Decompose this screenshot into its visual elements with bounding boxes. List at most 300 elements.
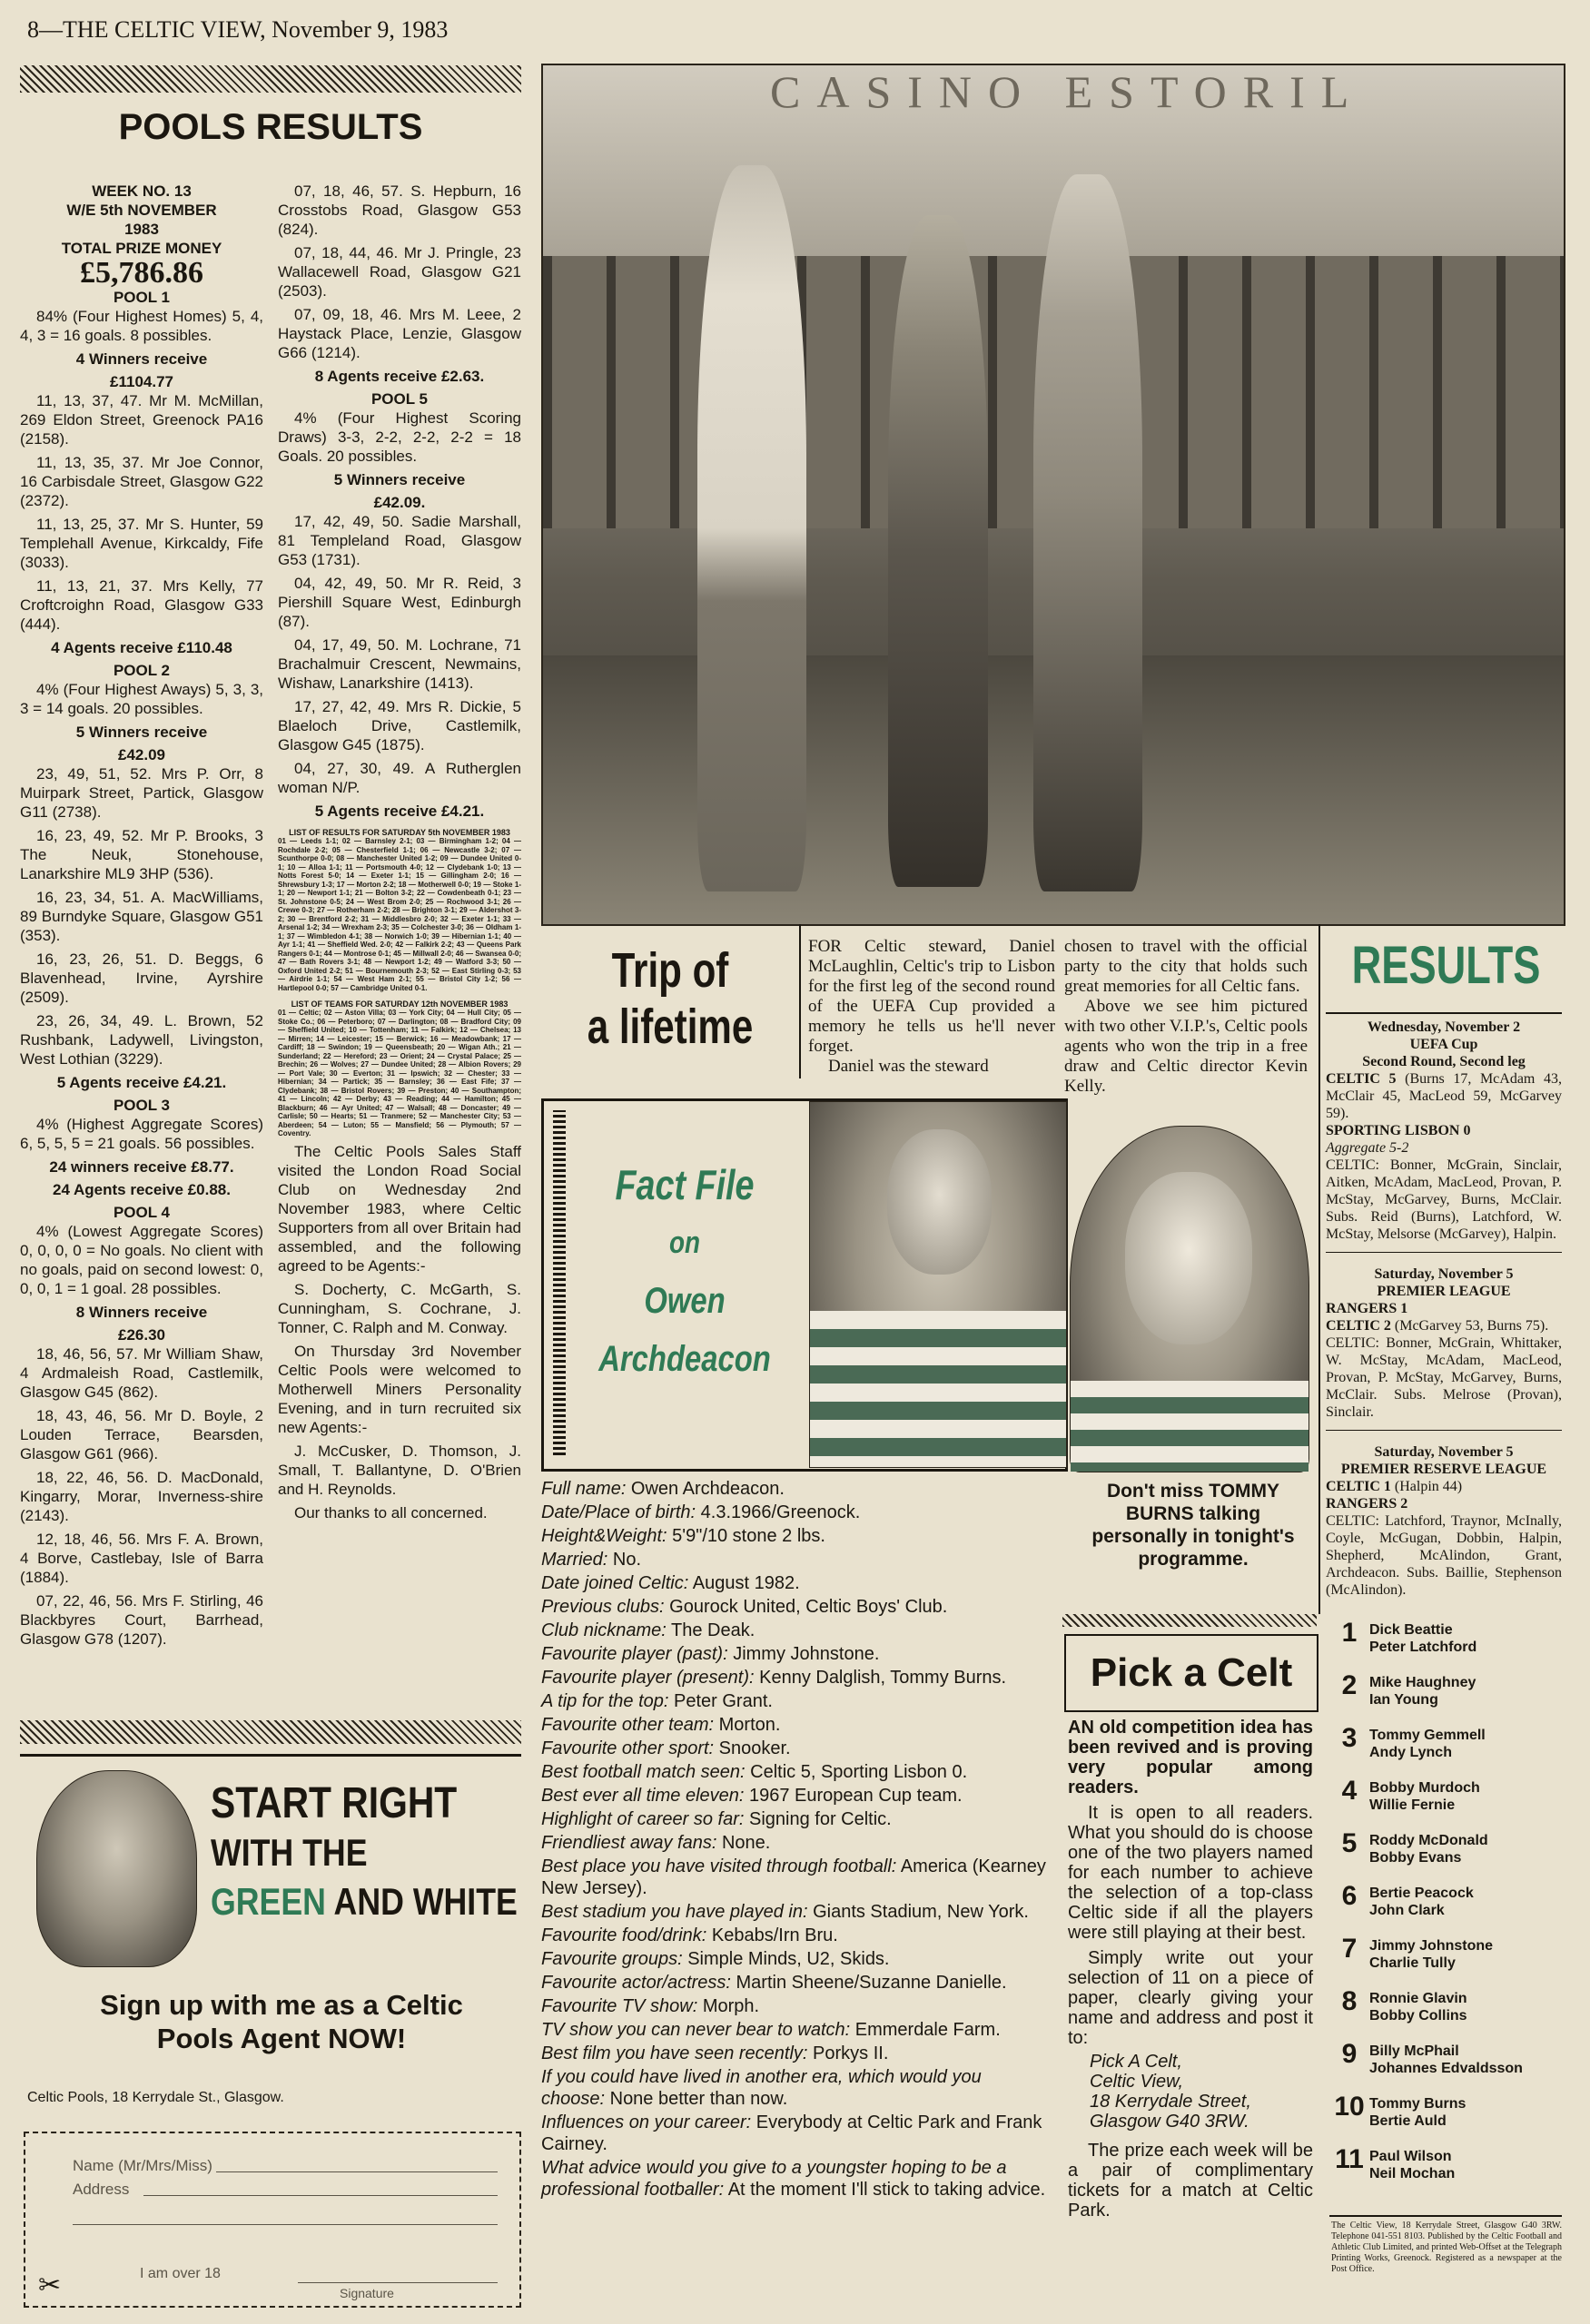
result-line	[1326, 1512, 1562, 1599]
trip-title-box	[541, 924, 801, 1078]
pick-number: 8	[1341, 1986, 1358, 2016]
fact-row	[541, 1995, 1050, 2017]
pick-lead: AN old competition idea has been revived and is proving very popular among readers.	[1068, 1718, 1313, 1797]
ad-line3b: AND WHITE	[333, 1880, 518, 1923]
person-2	[888, 215, 988, 887]
pools-col2_tail-entry: On Thursday 3rd November Celtic Pools were welcomed to Motherwell Miners Personality Evening, and in turn recruited six new Agents:-	[278, 1342, 521, 1436]
fact-value: Peter Grant.	[668, 1691, 773, 1711]
pick-player-a: Tommy Burns	[1369, 2096, 1467, 2112]
result-detail: Aggregate 5-2	[1326, 1140, 1409, 1156]
casino-estoril-photo	[541, 64, 1565, 926]
imprint: The Celtic View, 18 Kerrydale Street, Glasgow G40 3RW. Telephone 041-551 8103. Published by the Celtic Football and Athletic Club Limited, and printed Web-Offset at the Telegraph Printing Works, Greenock. Registered as a newspaper at the Post Office.	[1331, 2221, 1562, 2274]
fact-key: Best film you have seen recently:	[541, 2043, 808, 2063]
fact-row	[541, 1478, 1050, 1500]
pick-addr1: Pick A Celt,	[1090, 2052, 1182, 2072]
fact-file-box	[541, 1098, 1068, 1472]
pools-col2-entry: 04, 27, 30, 49. A Rutherglen woman N/P.	[278, 760, 521, 796]
fact-value: Emmerdale Farm.	[850, 2020, 1001, 2040]
fact-key: Friendliest away fans:	[541, 1833, 717, 1853]
fact-value: Owen Archdeacon.	[626, 1479, 785, 1499]
pick-row	[1329, 2144, 1562, 2197]
pick-player-a: Dick Beattie	[1369, 1622, 1453, 1638]
pick-number: 11	[1335, 2144, 1364, 2174]
result-line	[1326, 1300, 1562, 1317]
fact-row	[541, 2019, 1050, 2041]
fact-key: Favourite other team:	[541, 1715, 715, 1735]
pick-row	[1329, 1986, 1562, 2039]
pick-row	[1329, 1670, 1562, 1723]
fact-row	[541, 1643, 1050, 1665]
pools-col1-entry: 11, 13, 37, 47. Mr M. McMillan, 269 Eldon Street, Greenock PA16 (2158).	[20, 392, 263, 448]
pick-player-b: Peter Latchford	[1369, 1640, 1477, 1655]
pick-names	[1369, 2092, 1466, 2130]
result-date: Saturday, November 5	[1374, 1444, 1514, 1460]
pick-player-b: Bobby Evans	[1369, 1850, 1462, 1866]
imprint-rule	[1329, 2215, 1562, 2217]
fact-key: TV show you can never bear to watch:	[541, 2020, 851, 2040]
pools-col1-entry: 16, 23, 26, 51. D. Beggs, 6 Blavenhead, Irvine, Ayrshire (2509).	[20, 950, 263, 1006]
fact-key: If you could have lived in another era, which would you choose:	[541, 2067, 982, 2109]
fact-value: Porkys II.	[807, 2043, 889, 2063]
pools-col2-entry: 07, 18, 46, 57. S. Hepburn, 16 Crosstobs Road, Glasgow G53 (824).	[278, 182, 521, 238]
pools-col2-heading: £42.09.	[373, 494, 426, 511]
pick-p1: It is open to all readers. What you should do is choose one of the two players named for each number to achieve the selection of a top-class Celtic side if all the players were still playing at their best.	[1068, 1803, 1313, 1943]
fact-key: Influences on your career:	[541, 2112, 752, 2132]
fact-row	[541, 1667, 1050, 1689]
fact-row	[541, 1572, 1050, 1594]
pick-row	[1329, 1776, 1562, 1828]
pick-addr4: Glasgow G40 3RW.	[1090, 2112, 1249, 2132]
pick-player-a: Bobby Murdoch	[1369, 1780, 1480, 1796]
fact-value: Giants Stadium, New York.	[807, 1902, 1029, 1922]
pick-row	[1329, 1828, 1562, 1881]
pick-player-a: Roddy McDonald	[1369, 1833, 1488, 1848]
ad-rule	[20, 1754, 521, 1757]
fact-key: Height&Weight:	[541, 1526, 667, 1546]
results-list: 01 — Leeds 1-1; 02 — Barnsley 2-1; 03 — Birmingham 1-2; 04 — Rochdale 2-2; 05 — Chesterfield 1-1; 06 — Newcastle 3-2; 07 — Scunthorpe 0-0; 08 — Manchester United 1-2; 09 — Dundee United 0-1; 10 — Alloa 1-1; 11 — Portsmouth 4-0; 12 — Clydebank 1-0; 13 — Notts Forest 5-0; 14 — Exeter 1-1; 15 — Gillingham 2-0; 16 — Shrewsbury 1-3; 17 — Morton 2-2; 18 — Motherwell 0-0; 19 — Stoke 1-1; 20 — Newport 1-1; 21 — Bolton 3-2; 22 — Cowdenbeath 0-1; 23 — St. Johnstone 0-5; 24 — West Brom 2-0; 25 — Rochwood 3-1; 26 — Crewe 0-3; 27 — Rotherham 2-2; 28 — Brighton 3-1; 29 — Aldershot 3-2; 30 — Brentford 2-2; 31 — Middlesbro 2-0; 32 — Exeter 1-1; 33 — Arsenal 1-2; 34 — Wrexham 2-3; 35 — Colchester 3-0; 36 — Oldham 1-1; 37 — Wimbledon 4-1; 38 — Norwich 1-0; 39 — Hibernian 1-1; 40 — Ayr 1-1; 41 — Sheffield Wed. 2-0; 42 — Falkirk 2-2; 43 — Queens Park Rangers 0-1; 44 — Montrose 0-1; 45 — Millwall 2-0; 46 — Swansea 0-0; 47 — Bath Rovers 3-1; 48 — Newport 1-2; 49 — Watford 3-3; 50 — Oxford United 2-2; 51 — Bournemouth 2-3; 52 — East Stirling 0-3; 53 — Airdrie 1-1; 54 — West Ham 2-1; 55 — Bristol City 1-2; 56 — Hartlepool 0-0; 57 — Cambridge United 0-1.	[278, 837, 521, 992]
pools-col2-entry: 04, 17, 49, 50. M. Lochrane, 71 Brachalmuir Crescent, Newmains, Wishaw, Lanarkshire (1413).	[278, 636, 521, 692]
pools-col1-entry: 11, 13, 21, 37. Mrs Kelly, 77 Croftcroighn Road, Glasgow G33 (444).	[20, 577, 263, 633]
trip-story-col1	[808, 937, 1055, 1077]
fact-key: Married:	[541, 1550, 608, 1570]
fact-value: Morph.	[697, 1996, 760, 2016]
result-sub: Second Round, Second leg	[1362, 1054, 1526, 1069]
pools-col2-entry: 17, 42, 49, 50. Sadie Marshall, 81 Templeland Road, Glasgow G53 (1731).	[278, 513, 521, 568]
pick-names	[1369, 2144, 1455, 2182]
fact-row	[541, 1856, 1050, 1899]
trip-story-col2	[1064, 937, 1308, 1097]
pick-names	[1369, 1723, 1486, 1761]
form-address-line[interactable]	[143, 2195, 498, 2196]
pools-col1-entry: 4% (Lowest Aggregate Scores) 0, 0, 0, 0 = No goals. No client with no goals, paid on second lowest: 0, 0, 0, 1 = 1 goal. 28 possibles.	[20, 1223, 263, 1297]
pick-players-list	[1329, 1618, 1562, 2197]
scissors-icon: ✂	[38, 2270, 62, 2300]
pick-player-b: Willie Fernie	[1369, 1797, 1456, 1813]
pick-text	[1068, 1718, 1313, 2221]
person-4	[1206, 179, 1310, 891]
fact-key: Previous clubs:	[541, 1597, 665, 1617]
hatch-bar	[553, 1110, 566, 1455]
trip-paragraph-2: Daniel was the steward	[828, 1057, 989, 1076]
pick-player-b: Bertie Auld	[1369, 2113, 1447, 2129]
hatch-divider	[20, 1720, 521, 1744]
result-team: CELTIC 2	[1326, 1318, 1391, 1334]
pools-col1-heading: £42.09	[118, 746, 165, 763]
pick-row	[1329, 1723, 1562, 1776]
pick-addr3: 18 Kerrydale Street,	[1090, 2092, 1251, 2112]
result-date: Wednesday, November 2	[1367, 1019, 1521, 1035]
pools-col2-entry: 07, 09, 18, 46. Mrs M. Leee, 2 Haystack Place, Lenzie, Glasgow G66 (1214).	[278, 306, 521, 361]
pools-col1-entry: 84% (Four Highest Homes) 5, 4, 4, 3 = 16 goals. 8 possibles.	[20, 308, 263, 344]
result-team: CELTIC 1	[1326, 1479, 1391, 1494]
result-team: CELTIC 5	[1326, 1071, 1397, 1087]
fact-row	[541, 1948, 1050, 1970]
pick-number: 1	[1341, 1618, 1358, 1648]
fact-key: Date joined Celtic:	[541, 1573, 689, 1593]
hooped-shirt	[1071, 1381, 1309, 1472]
form-name-line[interactable]	[216, 2171, 498, 2172]
pools-col1-entry: 23, 26, 34, 49. L. Brown, 52 Rushbank, Ladywell, Livingston, West Lothian (3229).	[20, 1012, 263, 1068]
page-header: 8—THE CELTIC VIEW, November 9, 1983	[27, 16, 449, 43]
pick-number: 9	[1341, 2039, 1358, 2069]
column-rule	[1318, 924, 1320, 1614]
pick-row	[1329, 2092, 1562, 2144]
fact-key: Favourite other sport:	[541, 1738, 715, 1758]
fact-value: Celtic 5, Sporting Lisbon 0.	[745, 1762, 968, 1782]
pick-row	[1329, 1934, 1562, 1986]
fact-key: Best ever all time eleven:	[541, 1786, 745, 1806]
fact-row	[541, 1690, 1050, 1712]
result-divider	[1326, 1430, 1562, 1431]
pools-col1-heading: 24 Agents receive £0.88.	[53, 1181, 231, 1198]
agent-coupon-form[interactable]	[24, 2132, 521, 2308]
pick-number: 2	[1341, 1670, 1358, 1700]
pick-p2: Simply write out your selection of 11 on a piece of paper, clearly giving your name and address and post it to:	[1068, 1948, 1313, 2048]
fact-value: At the moment I'll stick to taking advice.	[724, 2180, 1046, 2200]
pools-col1-entry: 12, 18, 46, 56. Mrs F. A. Brown, 4 Borve, Castlebay, Isle of Barra (1884).	[20, 1531, 263, 1586]
trip-paragraph-1: FOR Celtic steward, Daniel McLaughlin, Celtic's trip to Lisbon for the first leg of the second round of the UEFA Cup provided a memory he tells us he'll never forget.	[808, 937, 1055, 1056]
fact-key: Favourite player (present):	[541, 1668, 755, 1688]
pools-col1-heading: POOL 3	[113, 1097, 171, 1114]
burns-caption: Don't miss TOMMY BURNS talking personally in tonight's programme.	[1091, 1481, 1295, 1570]
pools-col2-entry: 04, 42, 49, 50. Mr R. Reid, 3 Piershill Square West, Edinburgh (87).	[278, 575, 521, 630]
fact-key: Best football match seen:	[541, 1762, 746, 1782]
result-divider	[1326, 1252, 1562, 1253]
fact-value: America (Kearney New Jersey).	[541, 1856, 1046, 1898]
pick-number: 10	[1334, 2092, 1365, 2122]
tommy-burns-photo	[1070, 1126, 1309, 1472]
fact-row	[541, 1549, 1050, 1571]
fact-value: The Deak.	[666, 1620, 755, 1640]
fact-row	[541, 2066, 1050, 2110]
result-detail: CELTIC: Bonner, McGrain, Sinclair, Aitken, McAdam, MacLeod, Provan, P. McStay, McGarvey, Burns, McClair. Subs. Reid (Burns), Latchford, W. McStay, Melsorse (McGarvey), Halpin.	[1326, 1157, 1562, 1242]
fact-row	[541, 2112, 1050, 2155]
ad-signup: Sign up with me as a Celtic Pools Agent NOW!	[100, 1989, 463, 2054]
form-signature-line[interactable]	[298, 2282, 498, 2283]
pools-col1-heading: 4 Winners receive	[75, 350, 208, 368]
pools-col2_tail-entry: Our thanks to all concerned.	[294, 1503, 488, 1521]
pools-col1-entry: 18, 46, 56, 57. Mr William Shaw, 4 Ardmaleish Road, Castlemilk, Glasgow G45 (862).	[20, 1345, 263, 1401]
fact-value: Snooker.	[714, 1738, 791, 1758]
pools-column-1	[20, 182, 263, 1653]
pick-number: 4	[1341, 1776, 1358, 1806]
form-age-label: I am over 18	[140, 2266, 221, 2281]
fact-key: Favourite food/drink:	[541, 1925, 707, 1945]
pick-player-b: Johannes Edvaldsson	[1369, 2061, 1523, 2076]
pick-player-a: Paul Wilson	[1369, 2149, 1452, 2164]
fact-value: Martin Sheene/Suzanne Danielle.	[730, 1973, 1007, 1993]
fact-value: 1967 European Cup team.	[744, 1786, 963, 1806]
results-title: RESULTS	[1351, 936, 1541, 995]
result-line	[1326, 1122, 1562, 1139]
pick-names	[1369, 1986, 1467, 2024]
ad-green: GREEN	[211, 1880, 326, 1923]
form-name-label: Name (Mr/Mrs/Miss)	[73, 2157, 212, 2174]
pools-column-2	[278, 182, 521, 1527]
pick-player-b: Bobby Collins	[1369, 2008, 1467, 2024]
result-block	[1326, 1265, 1562, 1431]
player-face	[887, 1129, 992, 1275]
pools-col1-heading: POOL 1	[113, 289, 171, 306]
pick-number: 5	[1341, 1828, 1358, 1858]
fact-value: Kenny Dalglish, Tommy Burns.	[754, 1668, 1007, 1688]
result-team: RANGERS 1	[1326, 1301, 1408, 1316]
results-list	[1326, 1019, 1562, 1611]
fact-key: Favourite groups:	[541, 1949, 683, 1969]
result-detail: CELTIC: Bonner, McGrain, Whittaker, W. McStay, McAdam, MacLeod, Provan, P. McStay, McGarvey, Burns, McClair. Subs. Melrose (Provan), Sinclair.	[1326, 1335, 1562, 1420]
result-comp: UEFA Cup	[1409, 1037, 1478, 1052]
fact-key: Best stadium you have played in:	[541, 1902, 808, 1922]
pools-week: WEEK NO. 13	[92, 182, 192, 200]
pools-col1-heading: £1104.77	[110, 373, 173, 390]
result-comp: PREMIER LEAGUE	[1377, 1284, 1511, 1299]
fact-row	[541, 2043, 1050, 2064]
pick-names	[1369, 1670, 1476, 1709]
trip-title	[569, 942, 771, 1055]
pools-col2-entry: 07, 18, 44, 46. Mr J. Pringle, 23 Wallacewell Road, Glasgow G21 (2503).	[278, 244, 521, 300]
result-comp: PREMIER RESERVE LEAGUE	[1340, 1462, 1547, 1477]
fact-value: 4.3.1966/Greenock.	[696, 1502, 861, 1522]
fact-file-t3: Owen	[644, 1281, 726, 1321]
pick-player-a: Tommy Gemmell	[1369, 1728, 1486, 1743]
pools-col2-heading: POOL 5	[370, 390, 429, 408]
fact-row	[541, 1925, 1050, 1946]
pick-names	[1369, 1934, 1493, 1972]
teams-list: 01 — Celtic; 02 — Aston Villa; 03 — York City; 04 — Hull City; 05 — Stoke Co.; 06 — Peterboro; 07 — Darlington; 08 — Bradford City; 09 — Sheffield United; 10 — Tottenham; 11 — Falkirk; 12 — Chelsea; 13 — Mirren; 14 — Leicester; 15 — Berwick; 16 — Meadowbank; 17 — Cardiff; 18 — Swindon; 19 — Queensbeath; 20 — Wigan Ath.; 21 — Sunderland; 22 — Hereford; 23 — Orient; 24 — Crystal Palace; 25 — Brechin; 26 — Wolves; 27 — Dundee United; 28 — Albion Rovers; 29 — Port Vale; 30 — Everton; 31 — Ipswich; 32 — Chester; 33 — Hibernian; 34 — Partick; 35 — Barnsley; 36 — East Fife; 37 — Clydebank; 38 — Bristol Rovers; 39 — Preston; 40 — Southampton; 41 — Lincoln; 42 — Derby; 43 — Reading; 44 — Hamilton; 45 — Blackburn; 46 — Ayr United; 47 — Walsall; 48 — Doncaster; 49 — Carlisle; 50 — Hearts; 51 — Tranmere; 52 — Manchester City; 53 — Aberdeen; 54 — Luton; 55 — Mansfield; 56 — Plymouth; 57 — Coventry.	[278, 1009, 521, 1137]
pick-player-a: Ronnie Glavin	[1369, 1991, 1467, 2006]
result-line	[1326, 1139, 1562, 1157]
fact-key: What advice would you give to a youngster hoping to be a professional footballer:	[541, 2158, 1007, 2200]
fact-key: A tip for the top:	[541, 1691, 669, 1711]
fact-file-t4: Archdeacon	[598, 1339, 771, 1379]
pools-col2-entry: 4% (Four Highest Scoring Draws) 3-3, 2-2, 2-2, 2-2 = 18 Goals. 20 possibles.	[278, 409, 521, 465]
fact-key: Date/Place of birth:	[541, 1502, 696, 1522]
pick-addr2: Celtic View,	[1090, 2072, 1184, 2092]
person-3	[1033, 174, 1142, 891]
form-signature-label: Signature	[340, 2286, 394, 2300]
pools-col1-heading: POOL 2	[113, 662, 171, 679]
pick-player-a: Bertie Peacock	[1369, 1886, 1474, 1901]
pools-col1-entry: 11, 13, 25, 37. Mr S. Hunter, 59 Templehall Avenue, Kirkcaldy, Fife (3033).	[20, 516, 263, 571]
pick-player-a: Billy McPhail	[1369, 2043, 1459, 2059]
result-line	[1326, 1334, 1562, 1421]
fact-value: Kebabs/Irn Bru.	[706, 1925, 838, 1945]
pools-title: POOLS RESULTS	[118, 107, 423, 147]
result-detail: CELTIC: Latchford, Traynor, McInally, Coyle, McGugan, Dobbin, Halpin, Shepherd, McAlindon, Grant, Archdeacon. Subs. Baillie, Stephenson (McAlindon).	[1326, 1513, 1562, 1598]
result-line	[1326, 1495, 1562, 1512]
fact-value: Jimmy Johnstone.	[727, 1644, 880, 1664]
pools-col2-entry: 17, 27, 42, 49. Mrs R. Dickie, 5 Blaeloch Drive, Castlemilk, Glasgow G45 (1875).	[278, 698, 521, 753]
result-team: SPORTING LISBON 0	[1326, 1123, 1471, 1138]
pools-col2-heading: 5 Agents receive £4.21.	[314, 803, 485, 820]
fact-row	[541, 1502, 1050, 1523]
pick-a-celt-title: Pick a Celt	[1064, 1634, 1318, 1712]
owen-archdeacon-photo	[809, 1101, 1067, 1468]
pools-year: 1983	[124, 221, 159, 238]
pools-col1-heading: POOL 4	[113, 1204, 171, 1221]
pick-row	[1329, 1881, 1562, 1934]
pools-col2_tail-entry: The Celtic Pools Sales Staff visited the London Road Social Club on Wednesday 2nd November 1983, where Celtic Supporters from all over Britain had assembled, and the following agreed to be Agents:-	[278, 1142, 521, 1275]
fact-file-t1: Fact File	[615, 1161, 755, 1208]
fact-key: Favourite TV show:	[541, 1996, 698, 2016]
fact-value: 5'9"/10 stone 2 lbs.	[667, 1526, 825, 1546]
fact-value: Signing for Celtic.	[744, 1809, 892, 1829]
result-line	[1326, 1478, 1562, 1495]
fact-row	[541, 1901, 1050, 1923]
pick-player-a: Mike Haughney	[1369, 1675, 1476, 1690]
fact-row	[541, 1785, 1050, 1807]
result-line	[1326, 1317, 1562, 1334]
pools-col2_tail-entry: S. Docherty, C. McGarth, S. Cunningham, S. Cochrane, J. Tonner, C. Ralph and M. Conway.	[278, 1280, 521, 1336]
teams-list-title: LIST OF TEAMS FOR SATURDAY 12th NOVEMBER 1983	[291, 1000, 509, 1009]
person-1	[697, 165, 806, 891]
pick-number: 3	[1341, 1723, 1358, 1753]
pools-col1-heading: 24 winners receive £8.77.	[49, 1158, 234, 1176]
fact-value: August 1982.	[688, 1573, 800, 1593]
pools-col1-entry: 16, 23, 34, 51. A. MacWilliams, 89 Burndyke Square, Glasgow G51 (353).	[20, 889, 263, 944]
trip-title-line1: Trip of	[611, 943, 729, 998]
pools-col2_tail-entry: J. McCusker, D. Thomson, J. Small, T. Ballantyne, D. O'Brien and H. Reynolds.	[278, 1442, 521, 1498]
result-detail: (McGarvey 53, Burns 75).	[1390, 1318, 1549, 1334]
fact-value: Everybody at Celtic Park and Frank Cairney.	[541, 2112, 1042, 2154]
pools-col1-entry: 18, 43, 46, 56. Mr D. Boyle, 2 Louden Terrace, Bearsden, Glasgow G61 (966).	[20, 1407, 263, 1462]
result-date: Saturday, November 5	[1374, 1266, 1514, 1282]
fact-key: Highlight of career so far:	[541, 1809, 745, 1829]
ad-headline	[211, 1779, 518, 1926]
result-line	[1326, 1070, 1562, 1122]
hooped-shirt	[810, 1311, 1066, 1467]
pick-number: 6	[1341, 1881, 1358, 1911]
fact-value: Morton.	[714, 1715, 781, 1735]
pools-col1-heading: £26.30	[118, 1326, 165, 1344]
pick-p3: The prize each week will be a pair of complimentary tickets for a match at Celtic Park.	[1068, 2141, 1313, 2221]
ad-address: Celtic Pools, 18 Kerrydale St., Glasgow.	[27, 2090, 284, 2105]
casino-sign: CASINO ESTORIL	[770, 66, 1366, 117]
fact-row	[541, 1761, 1050, 1783]
fact-value: No.	[607, 1550, 642, 1570]
fact-row	[541, 1525, 1050, 1547]
form-address-label: Address	[73, 2181, 130, 2198]
fact-row	[541, 1620, 1050, 1641]
pools-col1-entry: 07, 22, 46, 56. Mrs F. Stirling, 46 Blackbyres Court, Barrhead, Glasgow G78 (1207).	[20, 1592, 263, 1648]
pools-col1-entry: 4% (Four Highest Aways) 5, 3, 3, 3 = 14 goals. 20 possibles.	[20, 681, 263, 717]
pools-col1-heading: 4 Agents receive £110.48	[51, 639, 232, 656]
pools-col1-heading: 5 Agents receive £4.21.	[56, 1074, 227, 1091]
pick-row	[1329, 1618, 1562, 1670]
pools-col1-entry: 18, 22, 46, 56. D. MacDonald, Kingarry, Morar, Inverness-shire (2143).	[20, 1469, 263, 1524]
result-block	[1326, 1019, 1562, 1253]
pools-col1-entry: 23, 49, 51, 52. Mrs P. Orr, 8 Muirpark Street, Partick, Glasgow G11 (2738).	[20, 765, 263, 821]
fact-key: Full name:	[541, 1479, 627, 1499]
pools-col1-entry: 11, 13, 35, 37. Mr Joe Connor, 16 Carbisdale Street, Glasgow G22 (2372).	[20, 454, 263, 509]
results-list-title: LIST OF RESULTS FOR SATURDAY 5th NOVEMBER 1983	[289, 828, 510, 837]
fact-row	[541, 1714, 1050, 1736]
fact-value: Gourock United, Celtic Boys' Club.	[664, 1597, 948, 1617]
fact-key: Best place you have visited through football:	[541, 1856, 897, 1876]
pick-player-b: Charlie Tully	[1369, 1955, 1456, 1971]
result-line	[1326, 1157, 1562, 1243]
form-address-line-2[interactable]	[73, 2224, 498, 2225]
hatch-divider	[20, 65, 521, 93]
trip-title-line2: a lifetime	[587, 1000, 754, 1054]
result-detail: (Burns 17, McAdam 43, McClair 45, MacLeod 59, McGarvey 59).	[1326, 1071, 1562, 1121]
pick-number: 7	[1341, 1934, 1358, 1964]
fact-row	[541, 1972, 1050, 1994]
fact-row	[541, 2157, 1050, 2201]
ad-line1: START RIGHT	[211, 1779, 458, 1827]
pools-col1-heading: 8 Winners receive	[75, 1304, 208, 1321]
fact-row	[541, 1832, 1050, 1854]
fact-value: Simple Minds, U2, Skids.	[682, 1949, 890, 1969]
pools-col1-heading: 5 Winners receive	[75, 724, 208, 741]
pick-names	[1369, 1776, 1480, 1814]
pools-col2-heading: 5 Winners receive	[333, 471, 466, 488]
trip-paragraph-3: chosen to travel with the official party to the city that holds such great memories for all Celtic fans.	[1064, 937, 1308, 996]
fact-row	[541, 1596, 1050, 1618]
pick-names	[1369, 1618, 1476, 1656]
fact-value: None.	[716, 1833, 771, 1853]
pick-names	[1369, 1881, 1474, 1919]
fact-key: Club nickname:	[541, 1620, 667, 1640]
result-team: RANGERS 2	[1326, 1496, 1408, 1512]
result-detail: (Halpin 44)	[1390, 1479, 1463, 1494]
pick-names	[1369, 2039, 1523, 2077]
results-rule	[1326, 1012, 1562, 1014]
pools-col1-entry: 4% (Highest Aggregate Scores) 6, 5, 5, 5 = 21 goals. 56 possibles.	[20, 1116, 263, 1152]
pick-row	[1329, 2039, 1562, 2092]
pick-player-a: Jimmy Johnstone	[1369, 1938, 1494, 1954]
pools-col2-heading: 8 Agents receive £2.63.	[314, 368, 485, 385]
fact-row	[541, 1808, 1050, 1830]
ad-line2: WITH THE	[211, 1831, 368, 1874]
player-face	[1125, 1172, 1252, 1344]
fact-key: Favourite player (past):	[541, 1644, 728, 1664]
result-block	[1326, 1443, 1562, 1599]
fact-value: None better than now.	[605, 2089, 788, 2109]
pick-player-b: Neil Mochan	[1369, 2166, 1456, 2181]
fact-key: Favourite actor/actress:	[541, 1973, 731, 1993]
pick-names	[1369, 1828, 1488, 1866]
pick-player-b: Andy Lynch	[1369, 1745, 1452, 1760]
fact-file-t2: on	[668, 1226, 701, 1260]
pools-prize-label: TOTAL PRIZE MONEY	[61, 240, 222, 257]
trip-paragraph-4: Above we see him pictured with two other V.I.P.'s, Celtic pools agents who won the trip in a free draw and Celtic director Kevin Kelly.	[1064, 997, 1308, 1096]
pick-player-b: Ian Young	[1369, 1692, 1438, 1708]
hatch-divider	[1062, 1614, 1317, 1627]
pools-prize: £5,786.86	[80, 256, 203, 290]
pools-we: W/E 5th NOVEMBER	[66, 202, 217, 219]
fact-row	[541, 1738, 1050, 1759]
